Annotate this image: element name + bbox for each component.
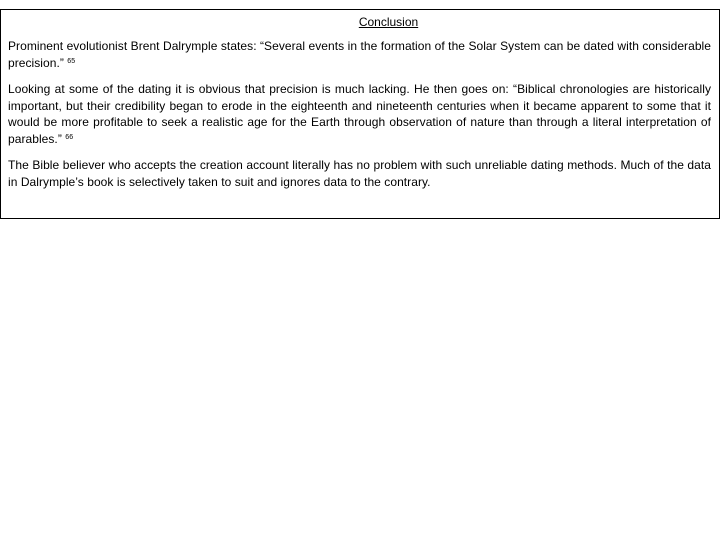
paragraph-3 xyxy=(8,157,711,190)
footnote-marker-66: 66 xyxy=(65,133,74,141)
footnote-marker-65: 65 xyxy=(67,57,76,65)
paragraph-3-text: The Bible believer who accepts the creation account literally has no problem with such unreliable dating methods. Much of the data in Dalrymple’s book is selectively taken to suit and ignores data to the contrary. xyxy=(8,158,711,189)
paragraph-2-text: Looking at some of the dating it is obvious that precision is much lacking. He then goes on: “Biblical chronologies are historically important, but their credibility began to erode in the eighteenth and nineteenth centuries when it became apparent to some that it would be more profitable to seek a realistic age for the Earth through observation of nature than through a literal interpretation of parables.” xyxy=(8,82,711,146)
heading: Conclusion xyxy=(358,15,419,29)
paragraph-2 xyxy=(8,81,711,147)
paragraph-1 xyxy=(8,38,711,71)
text-box-content xyxy=(1,10,719,190)
paragraph-1-text: Prominent evolutionist Brent Dalrymple states: “Several events in the formation of the Solar System can be dated with considerable precision.” xyxy=(8,39,711,70)
text-box xyxy=(0,9,720,219)
heading-container xyxy=(8,14,711,30)
